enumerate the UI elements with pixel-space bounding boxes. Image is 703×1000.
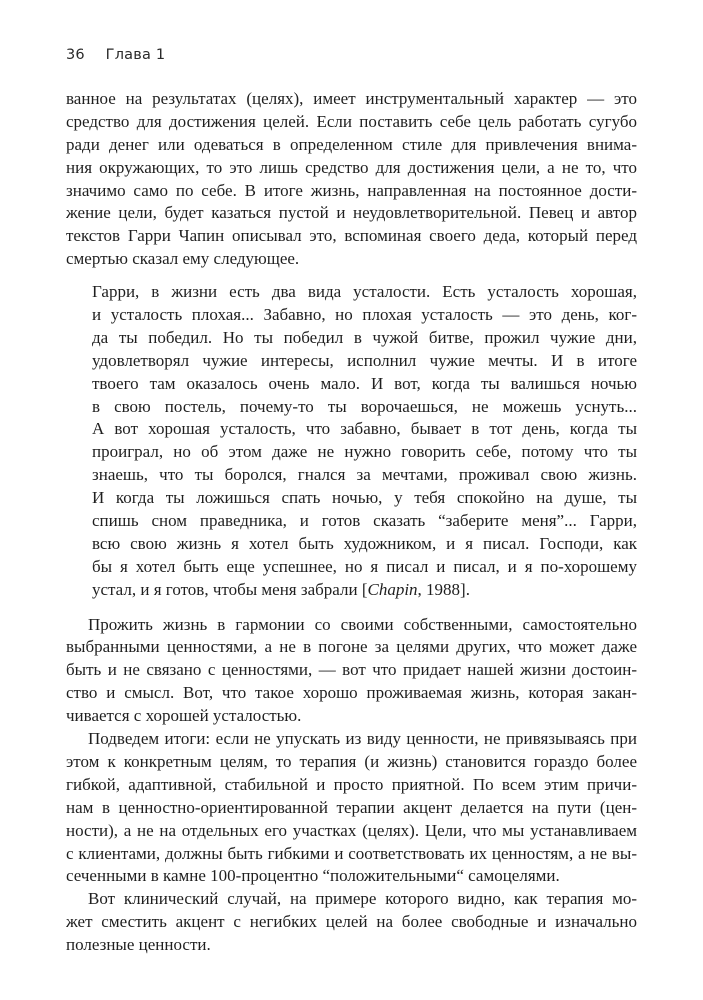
text-line: полезные ценности. (66, 935, 211, 955)
paragraph-2 (66, 614, 637, 728)
text-line: текстов Гарри Чапин описывал это, вспоминая своего деда, который перед (66, 226, 637, 246)
text-line: ванное на результатах (целях), имеет инструментальный характер — это (66, 89, 637, 108)
quote-line: А вот хорошая усталость, что забавно, бывает в тот день, когда ты (92, 419, 637, 439)
text-line: средство для достижения целей. Если поставить себе цель работать сугубо (66, 111, 637, 131)
block-quote (92, 281, 637, 601)
text-line: жение цели, будет казаться пустой и неудовлетворительной. Певец и автор (66, 203, 637, 223)
text-line: смертью сказал ему следующее. (66, 249, 300, 269)
citation-year: , 1988]. (417, 579, 470, 599)
quote-line: твоего там оказалось очень мало. И вот, когда ты валишься ночью (92, 373, 637, 393)
text-line: гибкой, адаптивной, стабильной и просто приятной. По всем этим причи- (66, 774, 637, 794)
citation-author: Chapin (367, 579, 418, 599)
text-line: Прожить жизнь в гармонии со своими собственными, самостоятельно (88, 614, 637, 634)
quote-line: И когда ты ложишься спать ночью, у тебя спокойно на душе, ты (92, 488, 637, 508)
quote-line: и усталость плохая... Забавно, но плохая усталость — это день, ког- (92, 305, 637, 325)
quote-text: устал, и я готов, чтобы меня забрали [ (92, 579, 368, 599)
quote-line: Гарри, в жизни есть два вида усталости. Есть усталость хорошая, (92, 282, 637, 302)
text-line: Подведем итоги: если не упускать из виду ценности, не привязываясь при (88, 729, 637, 749)
running-head (66, 47, 165, 63)
text-line: ности), а не на отдельных его участках (целях). Цели, что мы устанавливаем (66, 820, 637, 840)
body-text (66, 88, 637, 957)
quote-line: бы я хотел быть еще успешнее, но я писал и писал, и я по-хорошему (92, 556, 637, 576)
text-line: жет сместить акцент с негибких целей на более свободные и изначально (66, 912, 637, 932)
text-line: выбранными ценностями, а не в погоне за целями других, что может даже (66, 637, 637, 657)
quote-line (92, 579, 637, 602)
spacer (66, 602, 637, 614)
text-line: чивается с хорошей усталостью. (66, 706, 302, 726)
text-line: Вот клинический случай, на примере которого видно, как терапия мо- (88, 889, 637, 909)
quote-line: знаешь, что ты боролся, гнался за мечтами, проживал свою жизнь. (92, 465, 637, 485)
quote-line: спишь сном праведника, и готов сказать “заберите меня”... Гарри, (92, 511, 637, 531)
text-line: значимо само по себе. В итоге жизнь, направленная на постоянное дости- (66, 180, 637, 200)
paragraph-4 (66, 888, 637, 957)
chapter-title: Глава 1 (105, 47, 166, 63)
text-line: с клиентами, должны быть гибкими и соответствовать их ценностям, а не вы- (66, 843, 637, 863)
text-line: этом к конкретным целям, то терапия (и жизнь) становится гораздо более (66, 751, 637, 771)
quote-line: да ты победил. Но ты победил в чужой битве, прожил чужие дни, (92, 327, 637, 347)
text-line: ради денег или одеваться в определенном стиле для привлечения внима- (66, 134, 637, 154)
paragraph-3 (66, 728, 637, 888)
text-line: ния окружающих, то это лишь средство для достижения цели, а не то, что (66, 157, 637, 177)
quote-line: в свою постель, почему-то ты ворочаешься, не можешь уснуть... (92, 396, 637, 416)
text-line: нам в ценностно-ориентированной терапии акцент делается на пути (цен- (66, 797, 637, 817)
text-line: быть и не связано с ценностями, — вот что придает нашей жизни достоин- (66, 660, 637, 680)
quote-line: удовлетворял чужие интересы, исполнил чужие мечты. И в итоге (92, 350, 637, 370)
quote-line: всю свою жизнь я хотел быть художником, и я писал. Господи, как (92, 533, 637, 553)
text-line: сеченными в камне 100-процентно “положительными“ самоцелями. (66, 866, 560, 886)
text-line: ство и смысл. Вот, что такое хорошо проживаемая жизнь, которая закан- (66, 683, 637, 703)
quote-line: проиграл, но об этом даже не нужно говорить себе, потому что ты (92, 442, 637, 462)
paragraph-1 (66, 88, 637, 271)
page-number: 36 (66, 47, 85, 63)
spacer (66, 271, 637, 281)
